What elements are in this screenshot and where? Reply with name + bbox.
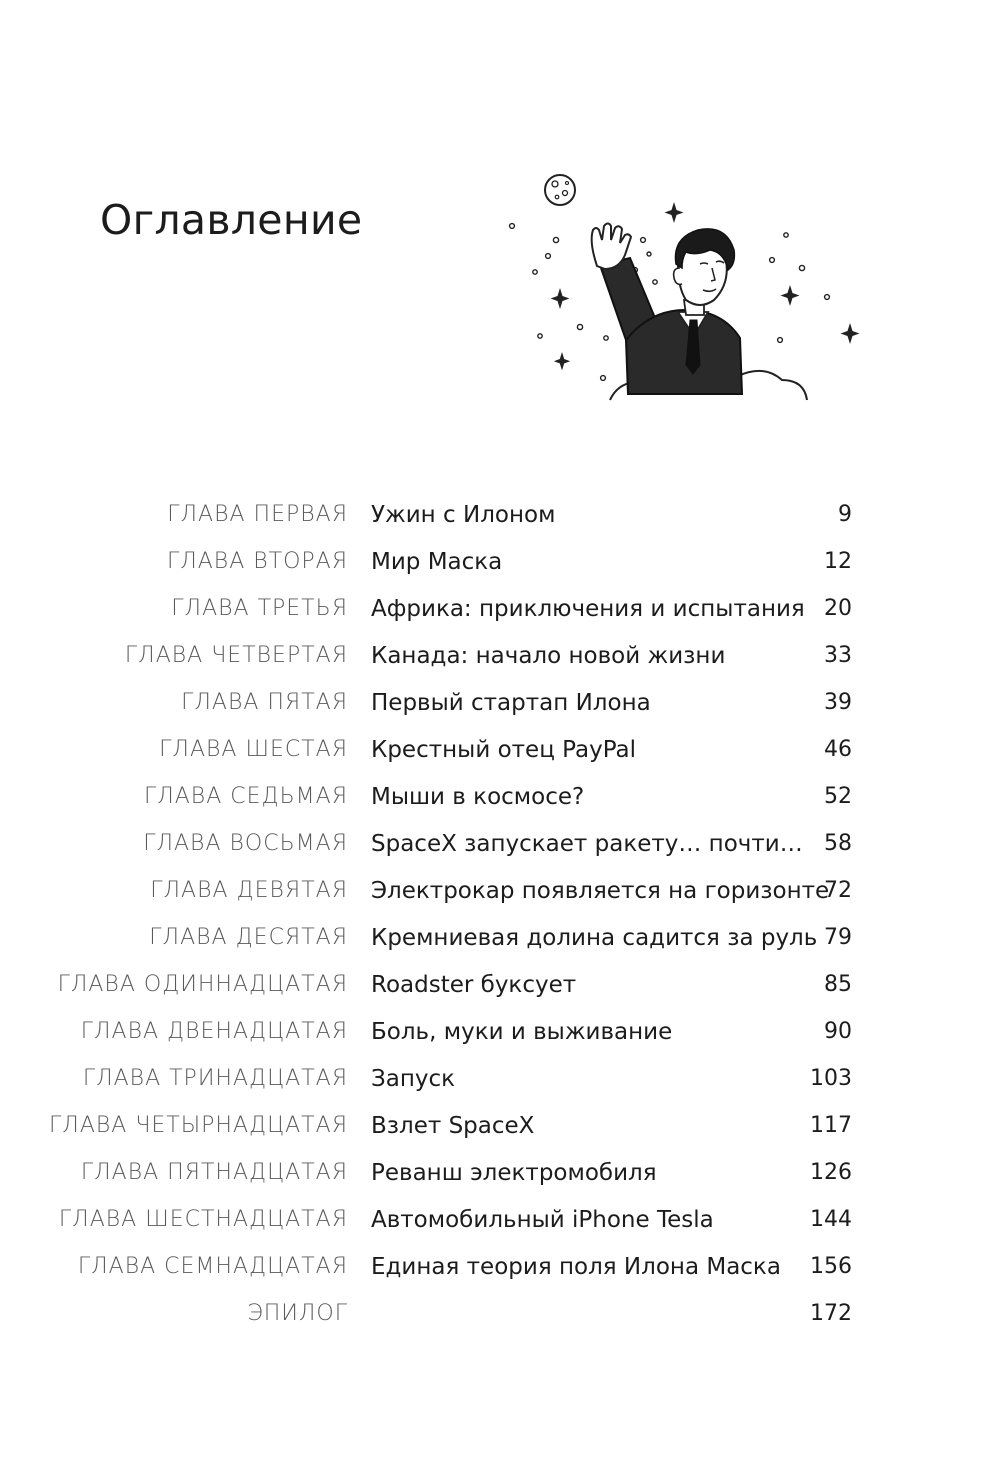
toc-entry[interactable] (0, 1247, 1000, 1287)
page-number: 39 (824, 690, 852, 715)
page-number: 85 (824, 972, 852, 997)
chapter-label: ГЛАВА ЧЕТВЕРТАЯ (124, 643, 348, 668)
chapter-title: Африка: приключения и испытания (371, 596, 805, 622)
toc-entry[interactable] (0, 636, 1000, 676)
page-number: 9 (838, 502, 852, 527)
toc-entry[interactable] (0, 824, 1000, 864)
toc-entry[interactable] (0, 495, 1000, 535)
chapter-label: ГЛАВА ПЯТНАДЦАТАЯ (80, 1160, 348, 1185)
chapter-label: ГЛАВА ДВЕНАДЦАТАЯ (80, 1019, 348, 1044)
toc-entry[interactable] (0, 1200, 1000, 1240)
chapter-title: Автомобильный iPhone Tesla (371, 1207, 714, 1233)
toc-entry[interactable] (0, 965, 1000, 1005)
page-number: 52 (824, 784, 852, 809)
chapter-title: Roadster буксует (371, 972, 577, 998)
chapter-label: ГЛАВА ШЕСТАЯ (159, 737, 348, 762)
chapter-label: ГЛАВА ПЕРВАЯ (167, 502, 348, 527)
chapter-label: ГЛАВА ШЕСТНАДЦАТАЯ (58, 1207, 348, 1232)
page-number: 12 (824, 549, 852, 574)
chapter-label: ГЛАВА СЕДЬМАЯ (143, 784, 348, 809)
toc-entry[interactable] (0, 683, 1000, 723)
page-number: 117 (810, 1113, 852, 1138)
page-number: 79 (824, 925, 852, 950)
chapter-title: Запуск (371, 1066, 456, 1092)
chapter-title: SpaceX запускает ракету… почти… (371, 831, 803, 857)
chapter-label: ГЛАВА ПЯТАЯ (181, 690, 348, 715)
chapter-label: ГЛАВА СЕМНАДЦАТАЯ (77, 1254, 348, 1279)
chapter-title: Боль, муки и выживание (371, 1019, 673, 1045)
toc-entry[interactable] (0, 1153, 1000, 1193)
page-title: Оглавление (100, 196, 363, 244)
toc-entry[interactable] (0, 871, 1000, 911)
page-number: 33 (824, 643, 852, 668)
chapter-label: ГЛАВА ДЕВЯТАЯ (150, 878, 348, 903)
toc-entry[interactable] (0, 1059, 1000, 1099)
chapter-title: Первый стартап Илона (371, 690, 651, 716)
page-number: 20 (824, 596, 852, 621)
toc-entry[interactable] (0, 1294, 1000, 1334)
chapter-title: Мир Маска (371, 549, 503, 575)
page-number: 90 (824, 1019, 852, 1044)
chapter-title: Единая теория поля Илона Маска (371, 1254, 781, 1280)
page-number: 72 (824, 878, 852, 903)
chapter-label: ГЛАВА ТРЕТЬЯ (171, 596, 348, 621)
chapter-label: ГЛАВА ВТОРАЯ (166, 549, 348, 574)
man-reaching-for-moon-illustration (500, 160, 870, 405)
page-number: 126 (810, 1160, 852, 1185)
chapter-label: ГЛАВА ТРИНАДЦАТАЯ (82, 1066, 348, 1091)
chapter-label: ГЛАВА ОДИННАДЦАТАЯ (57, 972, 348, 997)
toc-entry[interactable] (0, 1012, 1000, 1052)
chapter-title: Крестный отец PayPal (371, 737, 637, 763)
chapter-title: Взлет SpaceX (371, 1113, 535, 1139)
chapter-label: ЭПИЛОГ (247, 1301, 348, 1326)
page-number: 172 (810, 1301, 852, 1326)
chapter-title: Мыши в космосе? (371, 784, 585, 810)
page-number: 144 (810, 1207, 852, 1232)
chapter-label: ГЛАВА ЧЕТЫРНАДЦАТАЯ (49, 1113, 348, 1138)
chapter-label: ГЛАВА ДЕСЯТАЯ (149, 925, 348, 950)
toc-entry[interactable] (0, 918, 1000, 958)
moon-icon (545, 175, 575, 205)
toc-entry[interactable] (0, 730, 1000, 770)
chapter-title: Электрокар появляется на горизонте (371, 878, 830, 904)
page-number: 58 (824, 831, 852, 856)
chapter-title: Реванш электромобиля (371, 1160, 657, 1186)
chapter-title: Канада: начало новой жизни (371, 643, 726, 669)
page-number: 103 (810, 1066, 852, 1091)
chapter-label: ГЛАВА ВОСЬМАЯ (143, 831, 348, 856)
page-number: 156 (810, 1254, 852, 1279)
toc-entry[interactable] (0, 1106, 1000, 1146)
page-number: 46 (824, 737, 852, 762)
toc-entry[interactable] (0, 542, 1000, 582)
chapter-title: Ужин с Илоном (371, 502, 556, 528)
chapter-title: Кремниевая долина садится за руль (371, 925, 818, 951)
toc-entry[interactable] (0, 777, 1000, 817)
toc-entry[interactable] (0, 589, 1000, 629)
